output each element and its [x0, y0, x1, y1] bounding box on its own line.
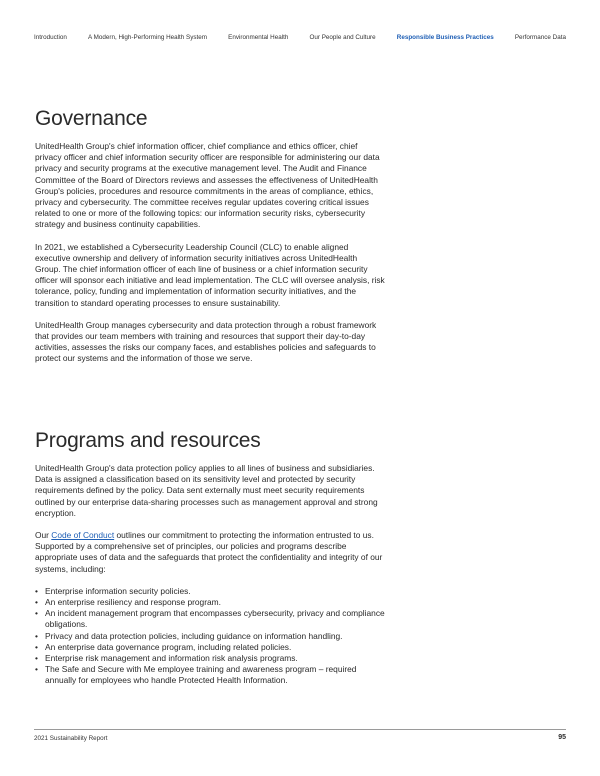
list-item: • Privacy and data protection policies, including guidance on information handling.: [35, 631, 385, 642]
list-item: • Enterprise risk management and information risk analysis programs.: [35, 653, 385, 664]
list-item: • The Safe and Secure with Me employee training and awareness program – required annually for employees who handle Protected Health Information.: [35, 664, 385, 686]
list-item: • Enterprise information security policies.: [35, 586, 385, 597]
governance-paragraph-2: In 2021, we established a Cybersecurity Leadership Council (CLC) to enable aligned executive ownership and delivery of information security initiatives across UnitedHealth Group. The chief information officer of each line of business or a chief information security officer will sponsor each initiative and lead implementation. The CLC will oversee analysis, risk tolerance, policy, funding and implementation of information security initiatives, and the transition to standard operating processes to ensure sustainability.: [35, 241, 385, 308]
report-title: 2021 Sustainability Report: [34, 735, 108, 742]
programs-paragraph-1: UnitedHealth Group's data protection policy applies to all lines of business and subsidiaries. Data is assigned a classification based on its sensitivity level and protected by security requirements defined by the policy. Data sent externally must meet security requirements outlined by our enterprise data-sharing processes such as management approval and strong encryption.: [35, 463, 378, 518]
programs-paragraph-2-suffix: outlines our commitment to protecting the information entrusted to us. Supported by a comprehensive set of principles, our policies and programs describe appropriate uses of data and the safeguards that protect the confidentiality and integrity of our systems, including:: [35, 530, 383, 574]
safeguards-list: [35, 586, 385, 687]
nav-performance-data[interactable]: Performance Data: [514, 34, 566, 41]
nav-responsible-business-practices[interactable]: Responsible Business Practices: [396, 34, 494, 41]
governance-section: [35, 107, 385, 365]
programs-heading: Programs and resources: [35, 429, 261, 452]
nav-introduction[interactable]: Introduction: [34, 34, 67, 41]
programs-paragraph-2: [35, 530, 385, 575]
governance-heading: Governance: [35, 107, 148, 130]
code-of-conduct-link[interactable]: Code of Conduct: [51, 530, 115, 541]
list-item: • An enterprise resiliency and response program.: [35, 597, 385, 608]
nav-environmental-health[interactable]: Environmental Health: [228, 34, 289, 41]
section-nav: [34, 34, 566, 41]
governance-paragraph-3: UnitedHealth Group manages cybersecurity and data protection through a robust framework that provides our team members with training and resources that support their day-to-day activities, assesses the risks our company faces, and establishes policies and safeguards to protect our systems and the information of those we serve.: [35, 319, 377, 364]
list-item: • An incident management program that encompasses cybersecurity, privacy and compliance obligations.: [35, 608, 385, 630]
footer-divider: [34, 729, 566, 730]
list-item: • An enterprise data governance program, including related policies.: [35, 642, 385, 653]
page-number: 95: [558, 734, 566, 741]
nav-people-culture[interactable]: Our People and Culture: [309, 34, 376, 41]
nav-modern-health-system[interactable]: A Modern, High-Performing Health System: [88, 34, 208, 41]
programs-section: [35, 429, 385, 687]
governance-paragraph-1: UnitedHealth Group's chief information officer, chief compliance and ethics officer, chief privacy officer and chief information security officer are responsible for administering our data privacy and security programs at the executive management level. The Audit and Finance Committee of the Board of Directors reviews and assesses the effectiveness of UnitedHealth Group's policies, procedures and resource commitments in the areas of compliance, ethics, privacy and cybersecurity. The committee receives regular updates covering critical issues related to one or more of the following topics: our information security risks, cybersecurity strategy and business continuity capabilities.: [35, 141, 380, 230]
programs-paragraph-2-prefix: Our: [35, 530, 52, 541]
